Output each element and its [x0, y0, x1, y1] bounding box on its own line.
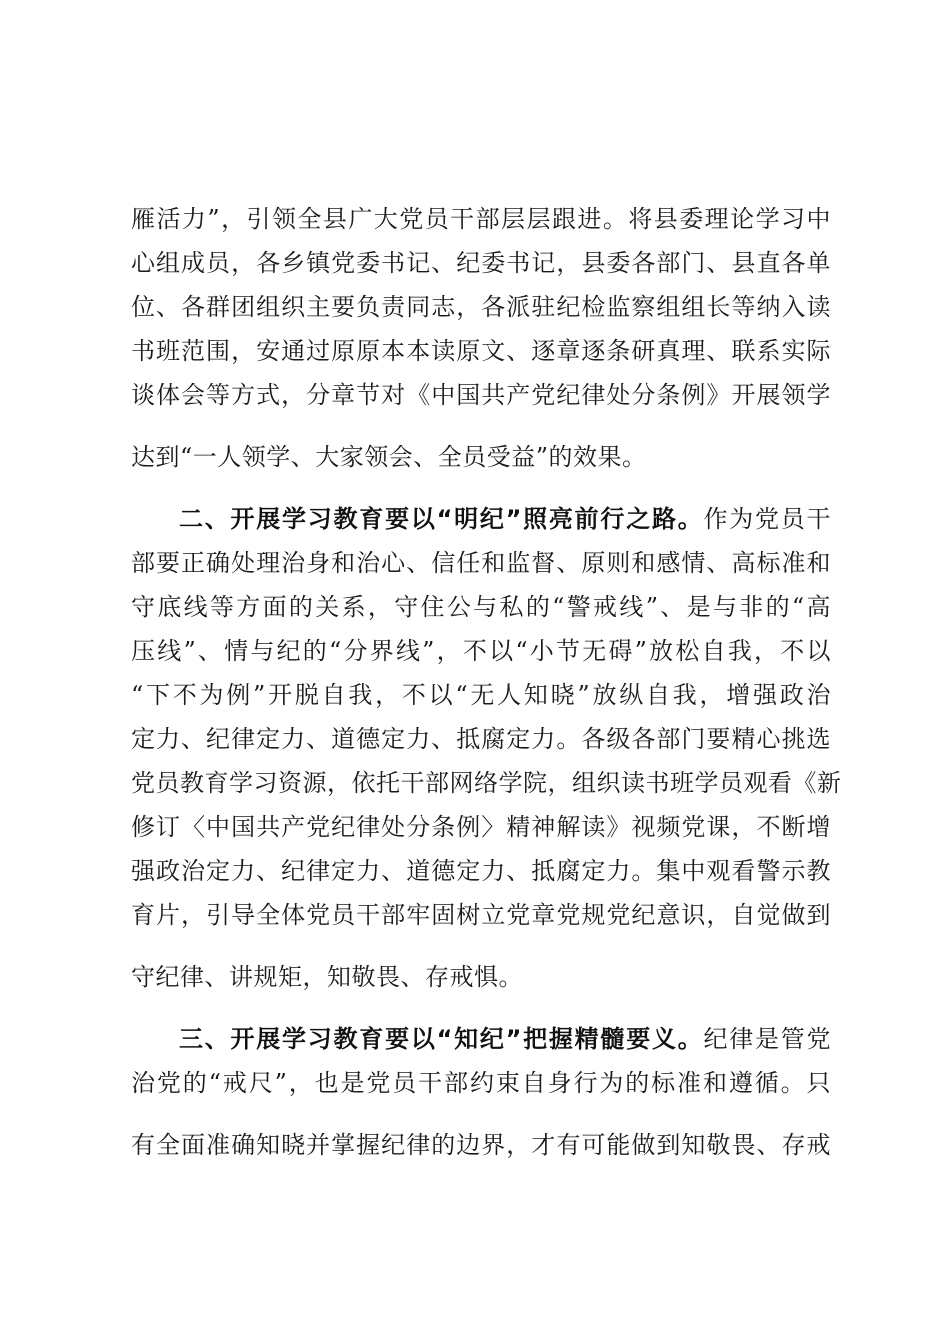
text-line: 育片，引导全体党员干部牢固树立党章党规党纪意识，自觉做到 [131, 901, 831, 929]
text-span: 纪律是管党 [703, 1025, 832, 1053]
text-line: 定力、纪律定力、道德定力、抵腐定力。各级各部门要精心挑选 [131, 725, 831, 753]
section-heading-3: 三、开展学习教育要以“知纪”把握精髓要义。 [179, 1025, 704, 1053]
text-line: 雁活力”，引领全县广大党员干部层层跟进。将县委理论学习中 [131, 205, 831, 233]
text-line: 谈体会等方式，分章节对《中国共产党纪律处分条例》开展领学 [131, 381, 831, 409]
text-line: 党员教育学习资源，依托干部网络学院，组织读书班学员观看《新 [131, 769, 842, 797]
section-heading-2: 二、开展学习教育要以“明纪”照亮前行之路。 [179, 505, 704, 533]
text-line: 部要正确处理治身和治心、信任和监督、原则和感情、高标准和 [131, 549, 831, 577]
text-line: 守底线等方面的关系，守住公与私的“警戒线”、是与非的“高 [131, 593, 831, 621]
paragraph-3 [131, 1017, 831, 1167]
text-span: 作为党员干 [703, 505, 832, 533]
text-line: 压线”、情与纪的“分界线”，不以“小节无碍”放松自我，不以 [131, 637, 831, 665]
paragraph-1 [131, 197, 831, 479]
text-line: “下不为例”开脱自我，不以“无人知晓”放纵自我，增强政治 [131, 681, 831, 709]
text-line: 书班范围，安通过原原本本读原文、逐章逐条研真理、联系实际 [131, 337, 831, 365]
text-line: 修订〈中国共产党纪律处分条例〉精神解读》视频党课，不断增 [131, 813, 831, 841]
text-line: 心组成员，各乡镇党委书记、纪委书记，县委各部门、县直各单 [131, 249, 831, 277]
text-line: 位、各群团组织主要负责同志，各派驻纪检监察组组长等纳入读 [131, 293, 831, 321]
text-line: 守纪律、讲规矩，知敬畏、存戒惧。 [131, 963, 523, 991]
text-line: 强政治定力、纪律定力、道德定力、抵腐定力。集中观看警示教 [131, 857, 831, 885]
document-body [131, 197, 842, 1167]
paragraph-3-first-line [131, 1017, 831, 1061]
text-line: 治党的“戒尺”，也是党员干部约束自身行为的标准和遵循。只 [131, 1069, 831, 1097]
paragraph-2 [131, 497, 842, 999]
text-line: 有全面准确知晓并掌握纪律的边界，才有可能做到知敬畏、存戒 [131, 1131, 831, 1159]
text-line: 达到“一人领学、大家领会、全员受益”的效果。 [131, 443, 647, 471]
paragraph-2-first-line [131, 497, 831, 541]
